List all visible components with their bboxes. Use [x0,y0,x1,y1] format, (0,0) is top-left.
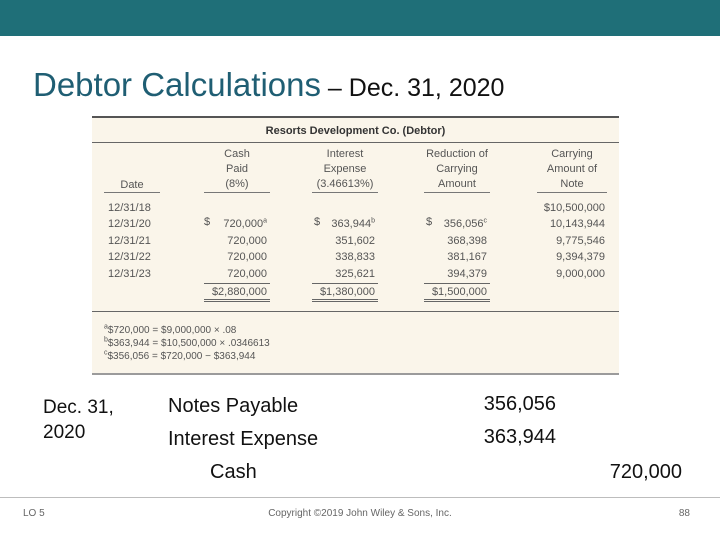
dollar-sign: $ [426,216,433,228]
header-line: Note [560,178,584,190]
total-double-rule [424,299,490,300]
cell-carrying: $10,500,000 [543,202,605,214]
header-underline [104,192,160,193]
copyright-text: Copyright ©2019 John Wiley & Sons, Inc. [268,508,452,519]
header-underline [312,192,378,193]
cell-interest [310,216,375,232]
header-line: Amount [438,178,476,190]
journal-accounts [168,390,318,489]
slide-title [33,66,504,104]
footnote-marker: b [104,336,108,344]
total-double-rule [312,299,378,300]
header-line: Interest [326,148,364,160]
page-number: 88 [678,508,690,519]
total-cash: $2,880,000 [211,286,267,298]
cell-interest: 338,833 [335,251,375,264]
cell-carrying: 9,394,379 [556,251,605,264]
header-underline [537,192,607,193]
table-title: Resorts Development Co. (Debtor) [265,125,446,137]
cell-carrying: 9,775,546 [556,234,605,247]
footnote-text: $363,944 = $10,500,000 × .0346613 [107,338,270,349]
total-rule [204,283,270,284]
credit-amount: 720,000 [609,461,682,483]
cell-carrying: 10,143,944 [549,218,605,231]
total-double-rule [204,299,270,300]
cell-cash [202,216,267,232]
header-line: Reduction of [426,148,488,160]
footnote [104,350,270,363]
header-line: Amount of [546,163,598,175]
total-double-rule [424,301,490,302]
footnote-marker: a [263,217,267,225]
journal-date-line: Dec. 31, [43,397,114,418]
header-line: (8%) [225,178,249,190]
cell-cash [202,200,267,216]
cell-date: 12/31/20 [108,218,151,231]
cell-date: 12/31/23 [108,267,151,280]
date-column [108,200,151,282]
header-interest-expense [305,147,385,192]
journal-date [43,395,114,445]
footnote-marker: a [104,323,108,331]
journal-credit [590,456,682,489]
header-carrying-amount [532,147,612,192]
footnote [104,324,270,337]
account-cash: Cash [210,461,257,483]
dollar-sign: $ [204,216,211,228]
header-cash-paid [202,147,272,192]
learning-objective: LO 5 [23,508,45,519]
footnotes [104,324,270,363]
footnote-marker: b [371,217,375,225]
cash-column [202,200,267,282]
header-line: Carrying [551,148,593,160]
cell-carrying: 9,000,000 [556,267,605,280]
table-top-rule [92,116,619,118]
header-line: (3.46613%) [316,178,374,190]
reduction-column [422,200,487,282]
account-notes-payable: Notes Payable [168,395,299,417]
dollar-sign: $ [314,216,321,228]
debit-amount: 356,056 [483,393,556,415]
header-line: Carrying [436,163,478,175]
header-underline [424,192,490,193]
cell-value: 720,000 [223,218,264,231]
amortization-table [92,116,619,375]
cell-interest: 325,621 [335,267,375,280]
debit-amount: 363,944 [483,426,556,448]
header-reduction [417,147,497,192]
carrying-column [532,200,605,282]
header-line: Cash [224,148,250,160]
cell-cash: 720,000 [227,251,267,264]
header-underline [204,192,270,193]
cell-reduction: 381,167 [447,251,487,264]
cell-interest: 351,602 [335,234,375,247]
footnote-text: $356,056 = $720,000 − $363,944 [107,351,256,362]
cell-date: 12/31/22 [108,251,151,264]
footnote-marker: c [104,349,108,357]
journal-date-line: 2020 [43,422,86,443]
table-header-rule [92,142,619,143]
total-rule [424,283,490,284]
journal-debits [470,388,556,454]
cell-date: 12/31/18 [108,202,151,214]
footer-rule [0,497,720,498]
total-double-rule [312,301,378,302]
cell-date: 12/31/21 [108,234,151,247]
cell-cash: 720,000 [227,234,267,247]
header-date-line: Date [120,179,144,191]
cell-reduction: 368,398 [447,234,487,247]
footnote [104,337,270,350]
interest-column [310,200,375,282]
cell-interest [310,200,375,216]
total-double-rule [204,301,270,302]
cell-reduction: 394,379 [447,267,487,280]
header-date [107,178,157,193]
header-bar [0,0,720,36]
footnote-marker: c [483,217,487,225]
header-line: Paid [225,163,249,175]
total-interest: $1,380,000 [319,286,375,298]
footnote-rule [92,311,619,312]
cell-value: 363,944 [331,218,372,231]
cell-reduction [422,200,487,216]
cell-cash: 720,000 [227,267,267,280]
account-interest-expense: Interest Expense [168,428,319,450]
header-line: Expense [323,163,367,175]
total-rule [312,283,378,284]
cell-reduction [422,216,487,232]
total-reduction: $1,500,000 [431,286,487,298]
cell-value: 356,056 [443,218,484,231]
title-main: Debtor Calculations [33,66,321,103]
title-sub: – Dec. 31, 2020 [320,74,505,102]
footnote-text: $720,000 = $9,000,000 × .08 [107,325,237,336]
